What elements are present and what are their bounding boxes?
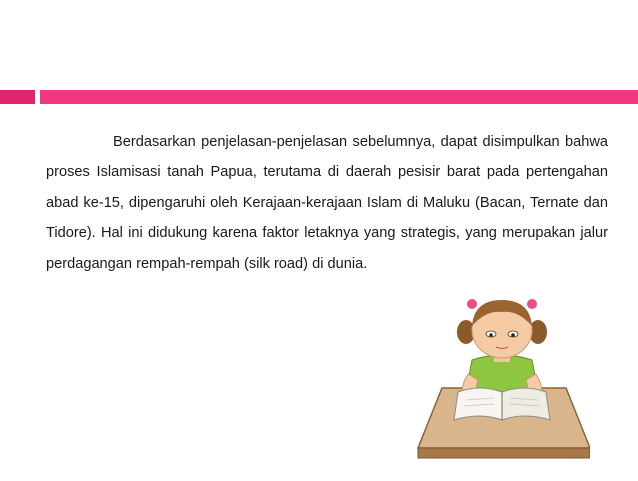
accent-bar-right bbox=[40, 90, 638, 104]
girl-reading-book-icon bbox=[414, 296, 590, 476]
accent-bar-left bbox=[0, 90, 35, 104]
body-paragraph: Berdasarkan penjelasan-penjelasan sebelumnya, dapat disimpulkan bahwa proses Islamisasi tanah Papua, terutama di daerah pesisir barat pada pertengahan abad ke-15, dipengaruhi oleh Kerajaan-kerajaan Islam di Maluku (Bacan, Ternate dan Tidore). Hal ini didukung karena faktor letaknya yang strategis, yang merupakan jalur perdagangan rempah-rempah (silk road) di dunia. bbox=[46, 134, 608, 272]
